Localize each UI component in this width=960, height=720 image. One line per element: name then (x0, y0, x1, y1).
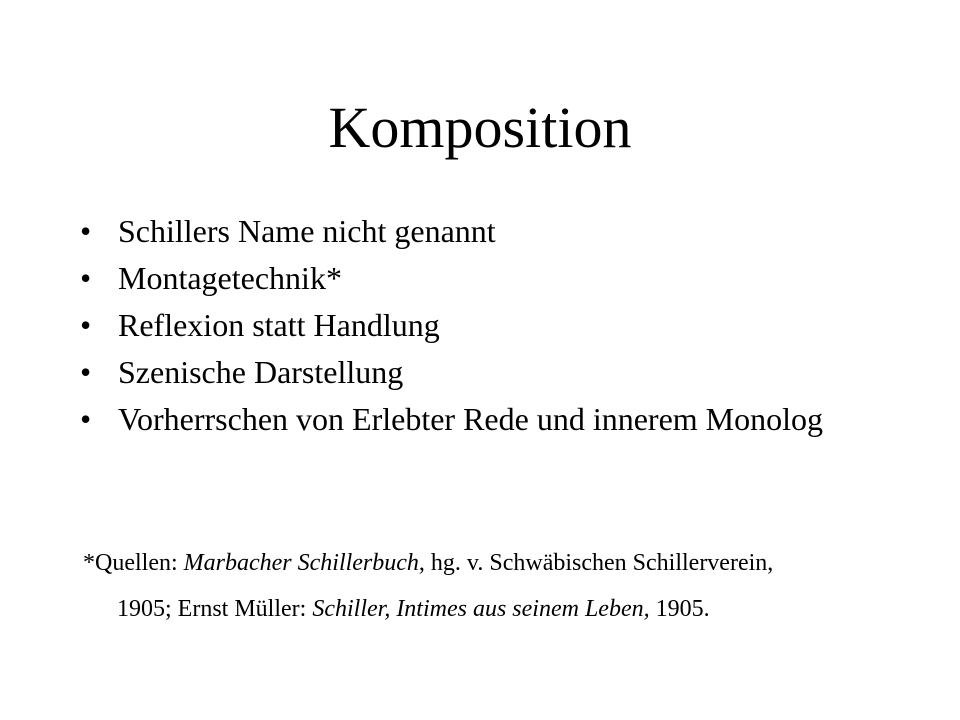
bullet-dot-icon: • (80, 354, 92, 390)
bullet-text: Schillers Name nicht genannt (118, 213, 496, 249)
bullet-item (80, 308, 880, 342)
footnote-line-2 (83, 586, 883, 632)
bullet-text: Szenische Darstellung (118, 354, 404, 390)
footnote-work-title: Schiller, Intimes aus seinem Leben, (312, 596, 650, 622)
footnote-text: 1905. (649, 596, 710, 622)
bullet-list (80, 214, 880, 449)
bullet-dot-icon: • (80, 401, 92, 437)
footnote-text: 1905; Ernst Müller: (117, 596, 313, 622)
source-footnote (83, 540, 883, 632)
footnote-work-title: Marbacher Schillerbuch (183, 550, 419, 576)
footnote-prefix: *Quellen: (83, 550, 184, 576)
slide-title: Komposition (328, 95, 632, 160)
footnote-text: , hg. v. Schwäbischen Schillerverein, (418, 550, 774, 576)
bullet-item (80, 214, 880, 248)
bullet-text: Reflexion statt Handlung (118, 307, 440, 343)
bullet-text: Montagetechnik* (118, 260, 342, 296)
bullet-dot-icon: • (80, 213, 92, 249)
bullet-dot-icon: • (80, 307, 92, 343)
bullet-item (80, 261, 880, 295)
bullet-text: Vorherrschen von Erlebter Rede und innerem Monolog (118, 401, 823, 437)
bullet-item (80, 402, 880, 436)
bullet-dot-icon: • (80, 260, 92, 296)
bullet-item (80, 355, 880, 389)
